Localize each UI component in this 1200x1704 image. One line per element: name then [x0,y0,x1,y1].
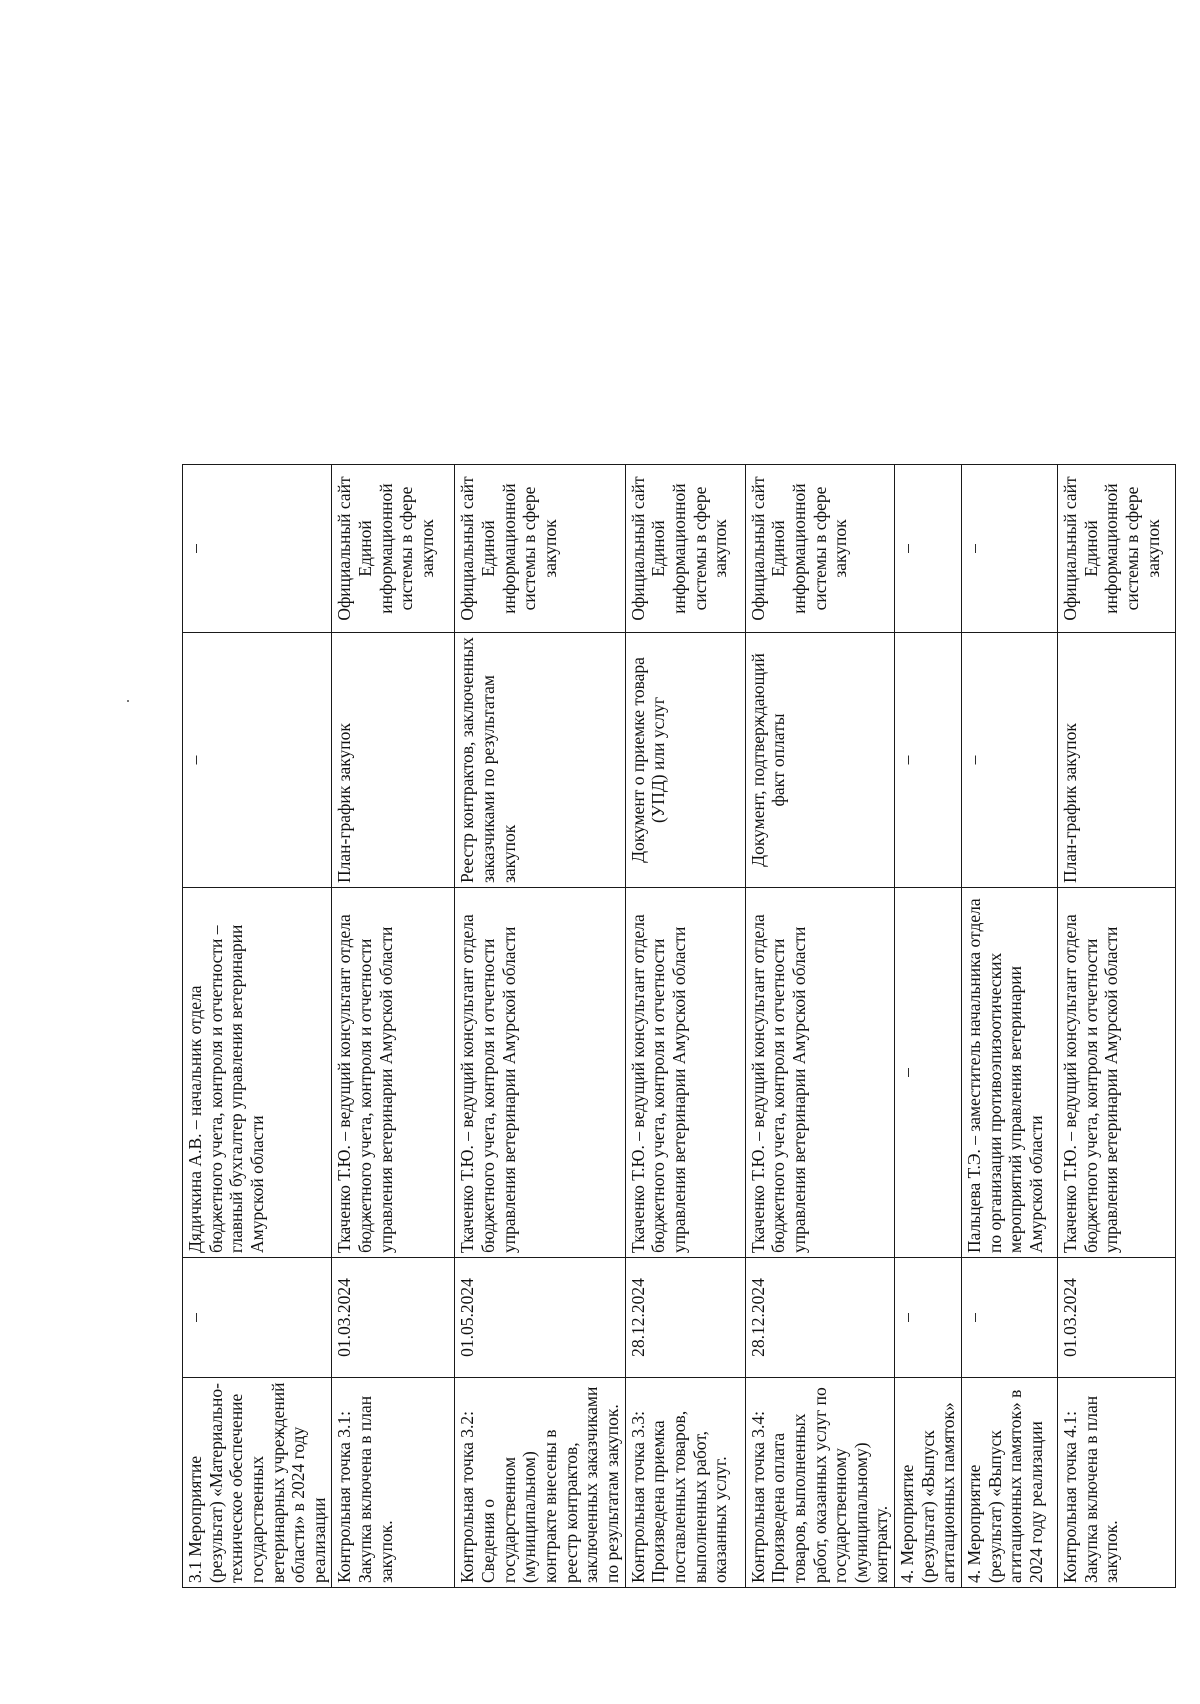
table-row [183,465,332,1588]
event-cell: 3.1 Мероприятие (результат) «Материально-техническое обеспечение государственных ветеринарных учреждений области» в 2024 году реализации [183,1378,332,1588]
date-cell: 01.03.2024 [1058,1258,1176,1378]
date-cell: 28.12.2024 [625,1258,745,1378]
date-cell: 01.05.2024 [455,1258,625,1378]
event-cell: Контрольная точка 3.3: Произведена приемка поставленных товаров, выполненных работ, оказанных услуг. [625,1378,745,1588]
responsible-cell: Ткаченко Т.Ю. – ведущий консультант отдела бюджетного учета, контроля и отчетности управления ветеринарии Амурской области [745,888,894,1258]
table-row [745,465,894,1588]
control-points-table [182,464,1176,1588]
event-cell: Контрольная точка 3.4: Произведена оплата товаров, выполненных работ, оказанных услуг по государственному (муниципальному) контракту. [745,1378,894,1588]
responsible-cell: Пальцева Т.Э. – заместитель начальника отдела по организации противоэпизоотических мероприятий управления ветеринарии Амурской области [962,888,1058,1258]
source-cell: Официальный сайт Единой информационной системы в сфере закупок [1058,465,1176,633]
source-cell: Официальный сайт Единой информационной системы в сфере закупок [745,465,894,633]
responsible-cell: Ткаченко Т.Ю. – ведущий консультант отдела бюджетного учета, контроля и отчетности управления ветеринарии Амурской области [332,888,455,1258]
source-cell: Официальный сайт Единой информационной системы в сфере закупок [455,465,625,633]
source-cell: – [895,465,962,633]
table-row [625,465,745,1588]
responsible-cell: Ткаченко Т.Ю. – ведущий консультант отдела бюджетного учета, контроля и отчетности управления ветеринарии Амурской области [625,888,745,1258]
document-cell: – [183,633,332,888]
source-cell: – [962,465,1058,633]
document-cell: Документ, подтверждающий факт оплаты [745,633,894,888]
document-cell: Документ о приемке товара (УПД) или услуг [625,633,745,888]
document-cell: План-график закупок [1058,633,1176,888]
event-cell: 4. Мероприятие (результат) «Выпуск агитационных памяток» в 2024 году реализации [962,1378,1058,1588]
source-cell: Официальный сайт Единой информационной системы в сфере закупок [332,465,455,633]
table-row [895,465,962,1588]
document-cell: Реестр контрактов, заключенных заказчиками по результатам закупок [455,633,625,888]
table-row [332,465,455,1588]
source-cell: Официальный сайт Единой информационной системы в сфере закупок [625,465,745,633]
table-row [1058,465,1176,1588]
event-cell: 4. Мероприятие (результат) «Выпуск агитационных памяток» [895,1378,962,1588]
table-body [183,465,1176,1588]
responsible-cell: Дядичкина А.В. – начальник отдела бюджетного учета, контроля и отчетности – главный бухгалтер управления ветеринарии Амурской области [183,888,332,1258]
document-cell: – [962,633,1058,888]
event-cell: Контрольная точка 3.2: Сведения о государственном (муниципальном) контракте внесены в реестр контрактов, заключенных заказчиками по результатам закупок. [455,1378,625,1588]
event-cell: Контрольная точка 3.1: Закупка включена в план закупок. [332,1378,455,1588]
responsible-cell: Ткаченко Т.Ю. – ведущий консультант отдела бюджетного учета, контроля и отчетности управления ветеринарии Амурской области [455,888,625,1258]
scan-speck [127,700,129,702]
table-row [455,465,625,1588]
source-cell: – [183,465,332,633]
date-cell: – [183,1258,332,1378]
event-cell: Контрольная точка 4.1: Закупка включена в план закупок. [1058,1378,1176,1588]
date-cell: 28.12.2024 [745,1258,894,1378]
date-cell: – [962,1258,1058,1378]
table-row [962,465,1058,1588]
document-cell: – [895,633,962,888]
responsible-cell: – [895,888,962,1258]
date-cell: – [895,1258,962,1378]
document-cell: План-график закупок [332,633,455,888]
date-cell: 01.03.2024 [332,1258,455,1378]
responsible-cell: Ткаченко Т.Ю. – ведущий консультант отдела бюджетного учета, контроля и отчетности управления ветеринарии Амурской области [1058,888,1176,1258]
